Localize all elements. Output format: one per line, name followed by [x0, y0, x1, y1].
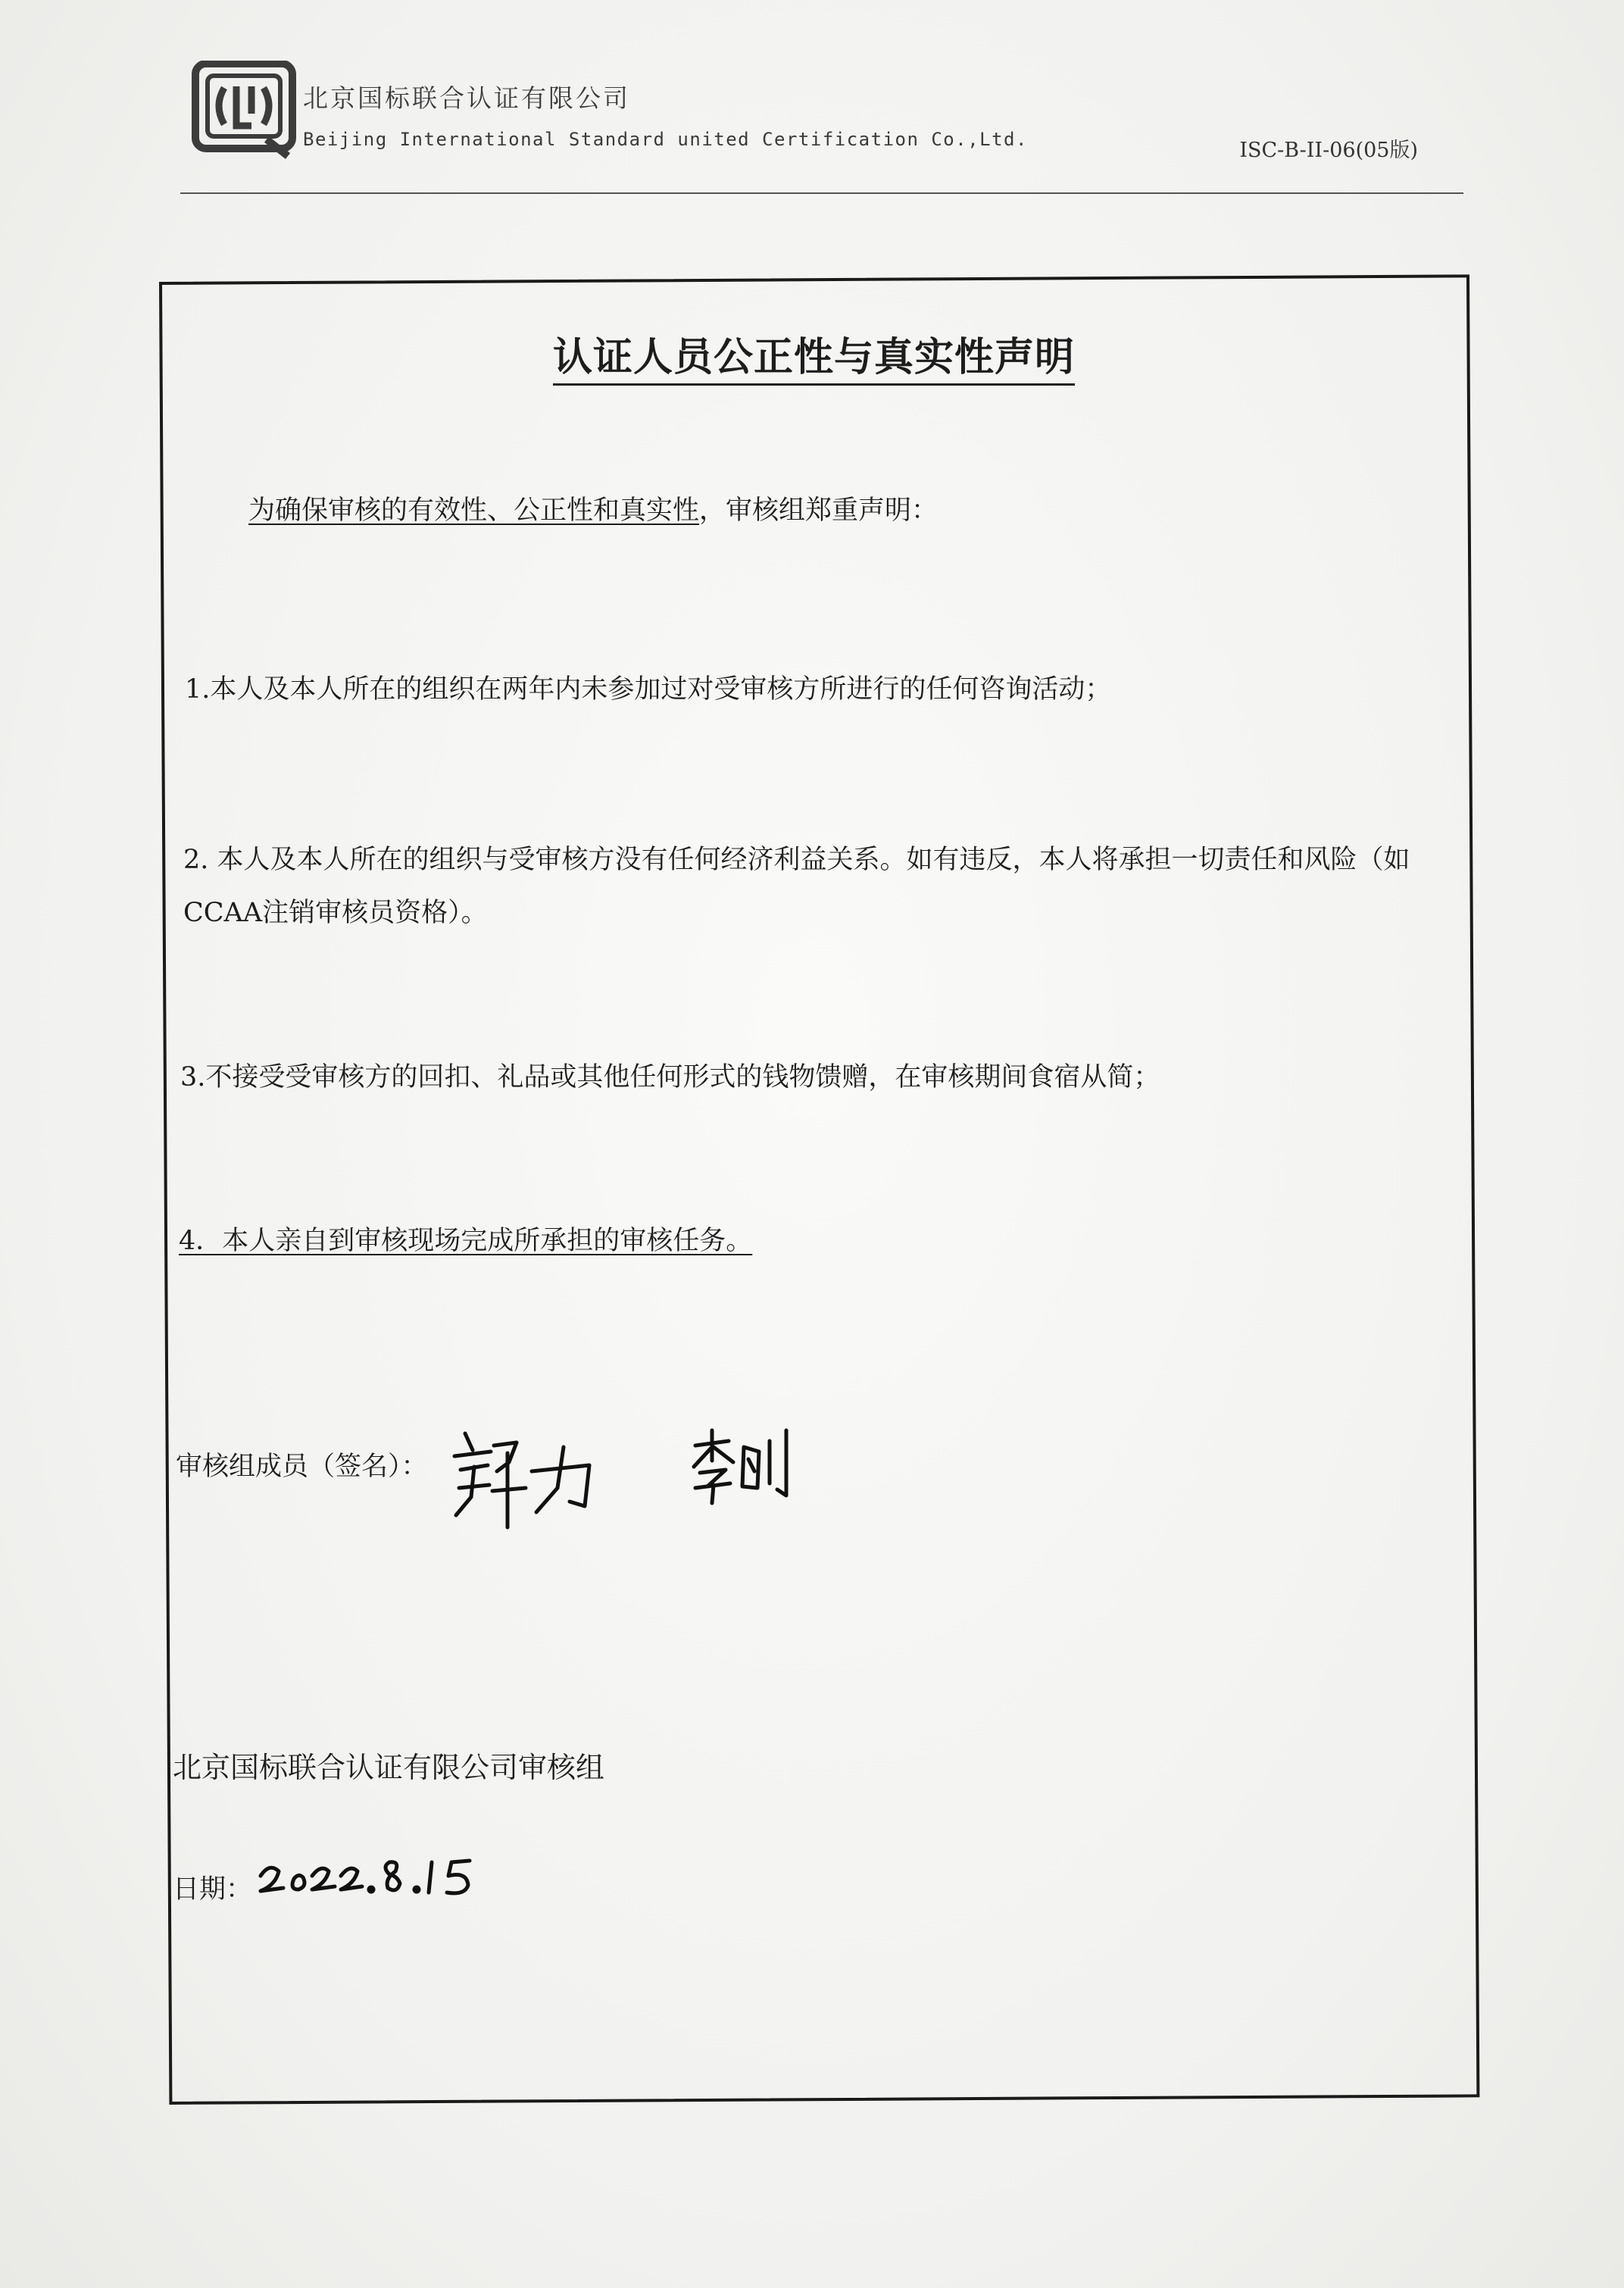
intro-paragraph: [248, 491, 938, 530]
declaration-form-border: [159, 274, 1479, 2105]
declaration-item-3: 3.不接受受审核方的回扣、礼品或其他任何形式的钱物馈赠，在审核期间食宿从简；: [180, 1062, 1160, 1092]
intro-underlined-text: 为确保审核的有效性、公正性和真实性: [248, 495, 700, 526]
header-divider: [180, 192, 1463, 194]
signature-label: 审核组成员（签名）：: [176, 1452, 428, 1482]
signature-2-handwriting: [685, 1424, 814, 1509]
form-title: 认证人员公正性与真实性声明: [553, 333, 1075, 386]
company-name-en: Beijing International Standard united Certification Co.,Ltd.: [303, 129, 1028, 150]
declaration-item-4: 4．本人亲自到审核现场完成所承担的审核任务。: [179, 1226, 753, 1256]
company-logo-icon: [191, 61, 297, 159]
date-label: 日期：: [173, 1874, 253, 1905]
company-name-cn: 北京国标联合认证有限公司: [303, 83, 630, 113]
signature-1-handwriting: [444, 1415, 603, 1530]
handwritten-date: [256, 1849, 476, 1906]
declaration-item-1: 1.本人及本人所在的组织在两年内未参加过对受审核方所进行的任何咨询活动；: [185, 674, 1112, 705]
declaration-item-2: 2. 本人及本人所在的组织与受审核方没有任何经济利益关系。如有违反，本人将承担一切责任和风险（如CCAA注销审核员资格）。: [183, 845, 1410, 928]
intro-rest-text: ，审核组郑重声明：: [699, 495, 938, 526]
document-code: ISC-B-II-06(05版): [1239, 139, 1418, 162]
audit-group-name: 北京国标联合认证有限公司审核组: [173, 1751, 605, 1784]
